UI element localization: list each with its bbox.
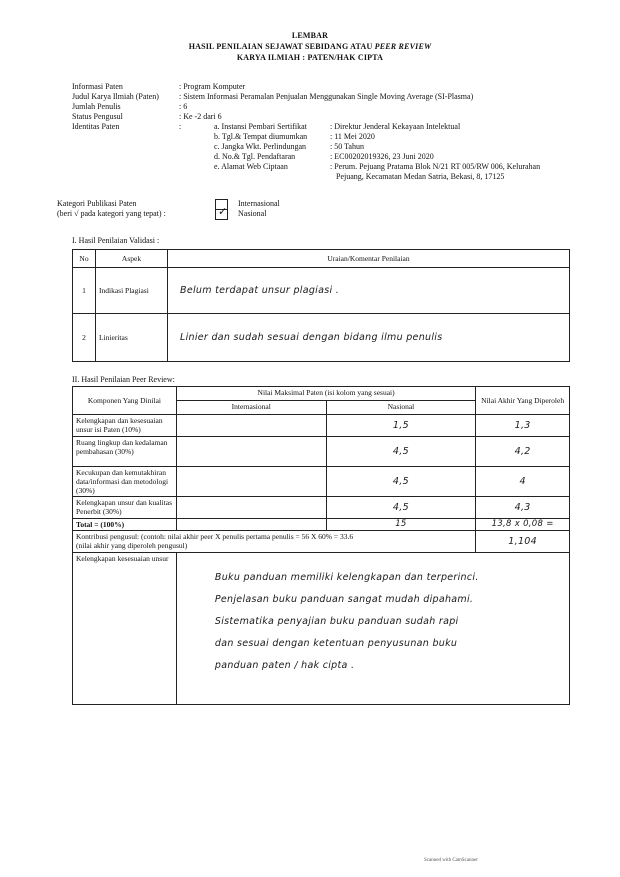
col-header-internasional: Internasional [176, 401, 326, 415]
row-komponen: Kelengkapan dan kesesuaian unsur isi Paten (10%) [73, 415, 177, 437]
kategori-label: Kategori Publikasi Paten [57, 199, 137, 208]
info-label: Jumlah Penulis [72, 102, 121, 111]
info-value: : Sistem Informasi Peramalan Penjualan Menggunakan Single Moving Average (SI-Plasma) [179, 92, 474, 101]
row-komponen: Ruang lingkup dan kedalaman pembahasan (30%) [73, 437, 177, 467]
total-akhir: 13,8 x 0,08 = [491, 519, 554, 529]
identitas-value: : Direktur Jenderal Kekayaan Intelektual [330, 122, 461, 131]
row-no: 2 [73, 314, 96, 362]
total-nasional: 15 [395, 519, 407, 529]
identitas-label: c. Jangka Wkt. Perlindungan [214, 142, 307, 151]
cell-internasional [176, 437, 326, 467]
info-value: : [179, 122, 182, 131]
kelengkapan-comment-line: panduan paten / hak cipta . [214, 660, 355, 671]
identitas-value: : 50 Tahun [330, 142, 364, 151]
kelengkapan-comment-line: Sistematika penyajian buku panduan sudah rapi [214, 616, 459, 627]
cell-akhir: 1,3 [514, 420, 531, 431]
identitas-value: : Perum. Pejuang Pratama Blok N/21 RT 005/RW 006, Kelurahan [330, 162, 541, 171]
col-header-komponen: Komponen Yang Dinilai [73, 387, 177, 415]
info-label: Judul Karya Ilmiah (Paten) [72, 92, 159, 101]
col-header-nilai-maks: Nilai Maksimal Paten (isi kolom yang sesuai) [176, 387, 475, 401]
check-mark-icon: ✓ [218, 205, 228, 218]
table-row [73, 467, 570, 497]
info-label: Informasi Paten [72, 82, 123, 91]
title-italic: PEER REVIEW [374, 42, 432, 51]
peer-review-table [72, 386, 570, 705]
row-komponen: Kecukupan dan kemutakhiran data/informasi dan metodologi (30%) [73, 467, 177, 497]
cell-internasional [176, 415, 326, 437]
cell-akhir: 4 [519, 476, 526, 487]
row-komentar: Linier dan sudah sesuai dengan bidang ilmu penulis [180, 332, 443, 343]
cell-nasional: 4,5 [392, 476, 409, 487]
option-internasional: Internasional [238, 199, 280, 208]
checkbox-nasional[interactable] [215, 205, 228, 220]
validasi-table [72, 249, 570, 362]
doc-title-line2 [0, 42, 620, 51]
cell-internasional [176, 497, 326, 519]
row-komponen: Kelengkapan unsur dan kualitas Penerbit (30%) [73, 497, 177, 519]
doc-title-line1: LEMBAR [291, 31, 329, 40]
section-2-title: II. Hasil Penilaian Peer Review: [72, 375, 175, 384]
option-nasional: Nasional [238, 209, 267, 218]
cell-nasional: 4,5 [392, 502, 409, 513]
table-row [73, 415, 570, 437]
kontribusi-value: 1,104 [508, 536, 537, 547]
cell-akhir: 4,2 [514, 446, 531, 457]
total-label: Total = (100%) [73, 519, 177, 531]
row-komentar: Belum terdapat unsur plagiasi . [180, 285, 340, 296]
identitas-value: Pejuang, Kecamatan Medan Satria, Bekasi, 8, 17125 [336, 172, 505, 181]
kategori-instruction: (beri √ pada kategori yang tepat) : [57, 209, 166, 218]
kelengkapan-comment-line: Penjelasan buku panduan sangat mudah dipahami. [214, 594, 474, 605]
row-aspek: Linieritas [96, 314, 168, 362]
cell-nasional: 1,5 [392, 420, 409, 431]
info-value: : Program Komputer [179, 82, 246, 91]
total-row [73, 519, 570, 531]
kontribusi-note: (nilai akhir yang diperoleh pengusul) [76, 541, 188, 550]
row-no: 1 [73, 268, 96, 314]
kontribusi-text: Kontribusi pengusul: (contoh: nilai akhir peer X penulis pertama penulis = 56 X 60% = 33.6 [76, 532, 354, 541]
col-header-no: No [73, 250, 96, 268]
col-header-komentar: Uraian/Komentar Penilaian [168, 250, 570, 268]
row-aspek: Indikasi Plagiasi [96, 268, 168, 314]
kelengkapan-row [73, 553, 570, 705]
doc-title-line3: KARYA ILMIAH : PATEN/HAK CIPTA [236, 53, 384, 62]
kontribusi-row [73, 531, 570, 553]
total-internasional [176, 519, 326, 531]
identitas-block [0, 122, 620, 184]
table-row [73, 497, 570, 519]
cell-nasional: 4,5 [392, 446, 409, 457]
identitas-value: : EC00202019326, 23 Juni 2020 [330, 152, 434, 161]
col-header-akhir: Nilai Akhir Yang Diperoleh [476, 387, 570, 415]
kelengkapan-label: Kelengkapan kesesuaian unsur [73, 553, 177, 705]
table-row [73, 437, 570, 467]
info-label: Status Pengusul [72, 112, 123, 121]
col-header-aspek: Aspek [96, 250, 168, 268]
title-prefix: HASIL PENILAIAN SEJAWAT SEBIDANG ATAU [188, 42, 375, 51]
identitas-value: : 11 Mei 2020 [330, 132, 375, 141]
cell-internasional [176, 467, 326, 497]
table-row [73, 314, 570, 362]
kelengkapan-comment-line: dan sesuai dengan ketentuan penyusunan buku [214, 638, 458, 649]
info-value: : Ke -2 dari 6 [179, 112, 222, 121]
kelengkapan-comment-line: Buku panduan memiliki kelengkapan dan terperinci. [214, 572, 479, 583]
section-1-title: I. Hasil Penilaian Validasi : [72, 236, 160, 245]
info-label: Identitas Paten [72, 122, 120, 131]
identitas-label: b. Tgl.& Tempat diumumkan [214, 132, 308, 141]
table-row [73, 268, 570, 314]
col-header-nasional: Nasional [326, 401, 476, 415]
identitas-label: a. Instansi Pembari Sertifikat [214, 122, 307, 131]
identitas-label: d. No.& Tgl. Pendaftaran [214, 152, 296, 161]
info-value: : 6 [179, 102, 188, 111]
identitas-label: e. Alamat Web Ciptaan [214, 162, 288, 171]
cell-akhir: 4,3 [514, 502, 531, 513]
footer-watermark: Scanned with CamScanner [424, 858, 478, 863]
